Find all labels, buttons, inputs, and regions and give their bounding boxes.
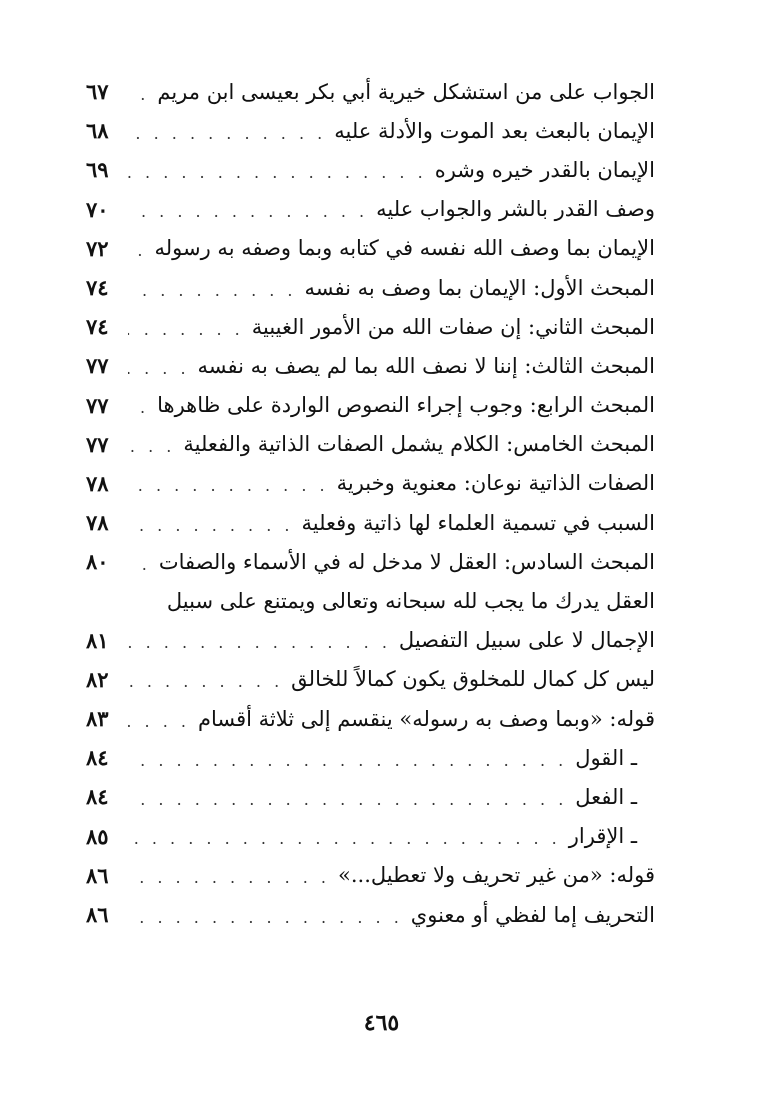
toc-entry-page: ٦٨	[86, 118, 109, 144]
toc-entry-page: ٨٢	[86, 666, 109, 692]
toc-entry-page: ٧٢	[86, 235, 109, 261]
dot-leader	[128, 277, 297, 299]
toc-entry-title: الإجمال لا على سبيل التفصيل	[398, 628, 655, 653]
toc-entry	[86, 150, 655, 189]
toc-entry	[86, 425, 655, 464]
toc-entry	[86, 307, 655, 346]
toc-entry	[86, 621, 655, 660]
table-of-contents	[86, 72, 655, 934]
dot-leader	[128, 825, 561, 847]
toc-entry	[86, 464, 655, 503]
toc-entry-title: ـ الفعل	[575, 784, 637, 809]
dot-leader	[128, 551, 151, 573]
toc-entry	[86, 268, 655, 307]
toc-entry-page: ٧٧	[86, 431, 109, 457]
dot-leader	[128, 159, 427, 181]
toc-entry-page: ٨١	[86, 627, 109, 653]
toc-entry	[86, 895, 655, 934]
dot-leader	[128, 786, 567, 808]
toc-entry-continuation	[86, 581, 655, 620]
toc-entry-page: ٧٠	[86, 196, 109, 222]
toc-entry-title: وصف القدر بالشر والجواب عليه	[376, 197, 655, 222]
toc-entry-title: قوله: «وبما وصف به رسوله» ينقسم إلى ثلاثة أقسام	[197, 706, 655, 731]
toc-entry-title: ليس كل كمال للمخلوق يكون كمالاً للخالق	[291, 667, 655, 692]
dot-leader	[128, 747, 567, 769]
toc-entry-page: ٧٨	[86, 470, 109, 496]
toc-entry	[86, 72, 655, 111]
toc-entry-title: السبب في تسمية العلماء لها ذاتية وفعلية	[301, 510, 655, 535]
toc-entry	[86, 386, 655, 425]
toc-entry-page: ٧٤	[86, 275, 109, 301]
toc-entry-page: ٨٠	[86, 549, 109, 575]
toc-entry-page: ٧٤	[86, 314, 109, 340]
dot-leader	[128, 120, 326, 142]
toc-entry-page: ٨٤	[86, 784, 109, 810]
toc-entry-page: ٨٦	[86, 862, 109, 888]
toc-entry-title: العقل يدرك ما يجب لله سبحانه وتعالى ويمتنع على سبيل	[166, 589, 655, 614]
toc-entry-title: الإيمان بما وصف الله نفسه في كتابه وبما وصفه به رسوله	[154, 236, 655, 261]
toc-entry	[86, 856, 655, 895]
dot-leader	[128, 198, 368, 220]
toc-entry-title: ـ الإقرار	[568, 824, 637, 849]
dot-leader	[128, 472, 329, 494]
dot-leader	[128, 237, 147, 259]
dot-leader	[128, 316, 244, 338]
toc-entry	[86, 346, 655, 385]
toc-entry-page: ٧٧	[86, 392, 109, 418]
toc-entry	[86, 660, 655, 699]
toc-entry-page: ٨٦	[86, 902, 109, 928]
toc-entry	[86, 503, 655, 542]
toc-entry-title: المبحث الأول: الإيمان بما وصف به نفسه	[304, 275, 655, 300]
toc-entry-page: ٧٨	[86, 510, 109, 536]
toc-entry-title: قوله: «من غير تحريف ولا تعطيل...»	[338, 863, 655, 888]
dot-leader	[128, 81, 149, 103]
toc-entry-title: الإيمان بالقدر خيره وشره	[434, 157, 655, 182]
toc-subentry	[86, 817, 655, 856]
toc-entry-title: ـ القول	[575, 745, 637, 770]
dot-leader	[128, 394, 149, 416]
toc-entry-page: ٦٩	[86, 157, 109, 183]
toc-entry-title: المبحث الثاني: إن صفات الله من الأمور الغيبية	[251, 314, 655, 339]
toc-subentry	[86, 738, 655, 777]
toc-entry-title: الصفات الذاتية نوعان: معنوية وخبرية	[336, 471, 655, 496]
toc-entry-page: ٨٣	[86, 706, 109, 732]
dot-leader	[128, 708, 190, 730]
toc-entry	[86, 111, 655, 150]
toc-entry-page: ٨٤	[86, 745, 109, 771]
toc-entry-title: الجواب على من استشكل خيرية أبي بكر بعيسى ابن مريم	[157, 79, 655, 104]
toc-entry-title: التحريف إما لفظي أو معنوي	[410, 902, 655, 927]
toc-entry	[86, 190, 655, 229]
toc-entry-page: ٦٧	[86, 79, 109, 105]
dot-leader	[128, 668, 283, 690]
dot-leader	[128, 629, 391, 651]
dot-leader	[128, 355, 190, 377]
toc-entry-title: المبحث الخامس: الكلام يشمل الصفات الذاتية والفعلية	[183, 432, 655, 457]
dot-leader	[128, 512, 293, 534]
toc-entry-page: ٨٥	[86, 823, 109, 849]
toc-entry	[86, 229, 655, 268]
dot-leader	[128, 864, 330, 886]
dot-leader	[128, 433, 175, 455]
toc-entry-title: المبحث الرابع: وجوب إجراء النصوص الواردة على ظاهرها	[157, 393, 655, 418]
dot-leader	[128, 904, 403, 926]
toc-entry-title: الإيمان بالبعث بعد الموت والأدلة عليه	[334, 118, 655, 143]
toc-entry-title: المبحث السادس: العقل لا مدخل له في الأسماء والصفات	[158, 549, 655, 574]
toc-entry-title: المبحث الثالث: إننا لا نصف الله بما لم يصف به نفسه	[197, 353, 655, 378]
toc-subentry	[86, 777, 655, 816]
toc-entry-page: ٧٧	[86, 353, 109, 379]
page-number: ٤٦٥	[363, 1010, 400, 1036]
toc-entry	[86, 542, 655, 581]
toc-entry	[86, 699, 655, 738]
